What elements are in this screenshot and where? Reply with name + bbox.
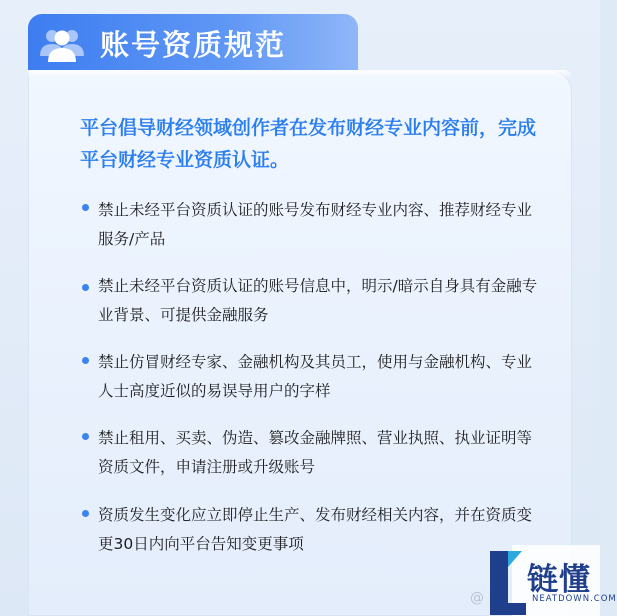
- bullet-dot: [82, 357, 89, 364]
- watermark-brand: 链懂: [527, 562, 591, 598]
- bullet-dot: [82, 433, 89, 440]
- watermark-site: NEATDOWN.COM: [532, 594, 617, 604]
- rule-item: 资质发生变化应立即停止生产、发布财经相关内容，并在资质变更30日内向平台告知变更事项: [98, 506, 533, 553]
- card-shine: [28, 70, 572, 78]
- bullet-dot: [82, 284, 89, 291]
- user-group-icon: [38, 24, 86, 64]
- rule-item: 禁止仿冒财经专家、金融机构及其员工，使用与金融机构、专业人士高度近似的易误导用户的字样: [98, 353, 533, 400]
- section-title: 账号资质规范: [100, 28, 287, 62]
- rule-item: 禁止未经平台资质认证的账号信息中，明示/暗示自身具有金融专业背景、可提供金融服务: [98, 277, 538, 324]
- intro-text: 平台倡导财经领域创作者在发布财经专业内容前，完成平台财经专业资质认证。: [80, 117, 537, 171]
- rule-item: 禁止未经平台资质认证的账号发布财经专业内容、推荐财经专业服务/产品: [98, 201, 533, 248]
- bullet-dot: [82, 510, 89, 517]
- rule-item: 禁止租用、买卖、伪造、篡改金融牌照、营业执照、执业证明等资质文件，申请注册或升级账号: [98, 429, 533, 476]
- section-header-tab: [28, 14, 358, 72]
- watermark-at: @: [470, 590, 484, 606]
- bullet-dot: [82, 204, 89, 211]
